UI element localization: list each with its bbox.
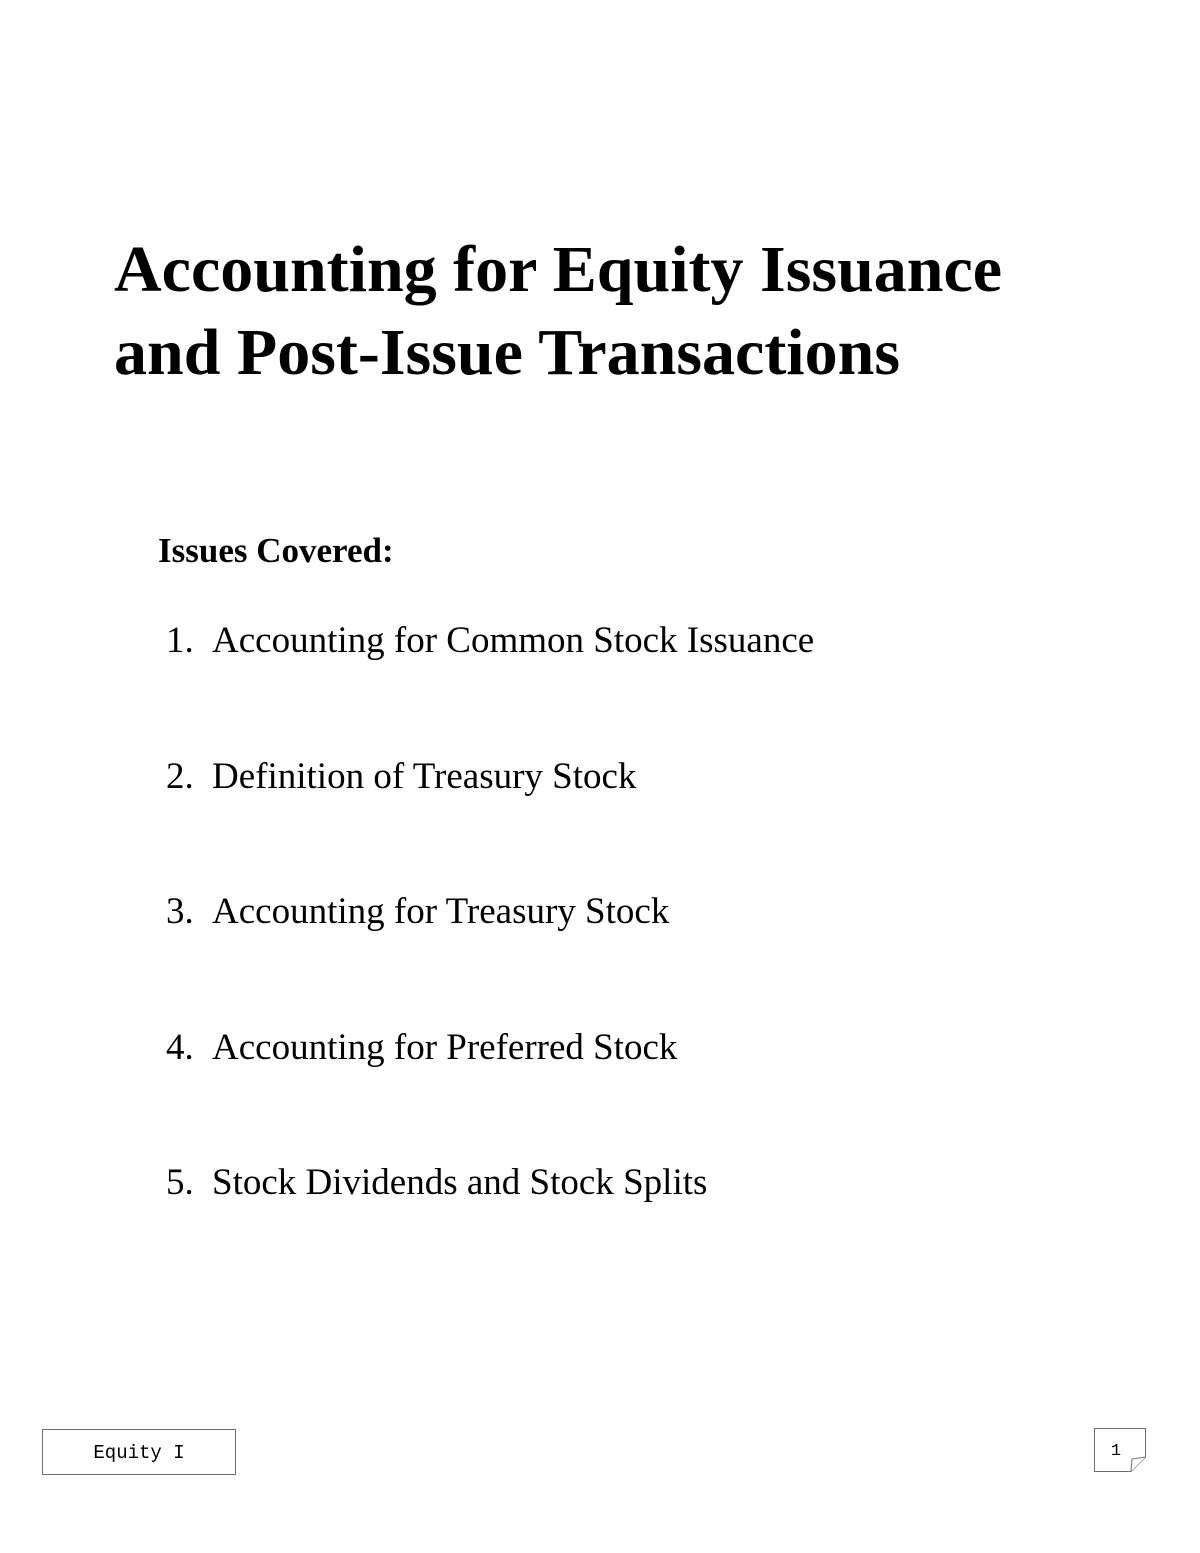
topic-item (166, 889, 814, 1025)
topic-text: Accounting for Treasury Stock (212, 891, 670, 932)
topic-number: 5. (166, 1162, 194, 1203)
footer-label: Equity I (42, 1429, 236, 1475)
section-heading: Issues Covered: (158, 531, 394, 570)
topic-item (166, 1160, 814, 1296)
topic-text: Accounting for Preferred Stock (212, 1026, 678, 1068)
topic-list (166, 618, 814, 1296)
topic-text: Accounting for Common Stock Issuance (212, 620, 815, 661)
page-title-line-1: Accounting for Equity Issuance (114, 233, 1003, 306)
page-title (114, 228, 1124, 394)
topic-item (166, 754, 814, 890)
topic-number: 3. (166, 891, 194, 932)
topic-item (166, 1025, 814, 1161)
page-number-box (1094, 1428, 1146, 1472)
topic-number: 4. (166, 1026, 194, 1068)
page-number: 1 (1110, 1442, 1122, 1461)
topic-number: 2. (166, 755, 194, 797)
topic-number: 1. (166, 620, 194, 661)
page-title-line-2: and Post-Issue Transactions (114, 316, 901, 389)
topic-text: Definition of Treasury Stock (212, 755, 637, 797)
topic-text: Stock Dividends and Stock Splits (212, 1162, 708, 1203)
topic-item (166, 618, 814, 754)
